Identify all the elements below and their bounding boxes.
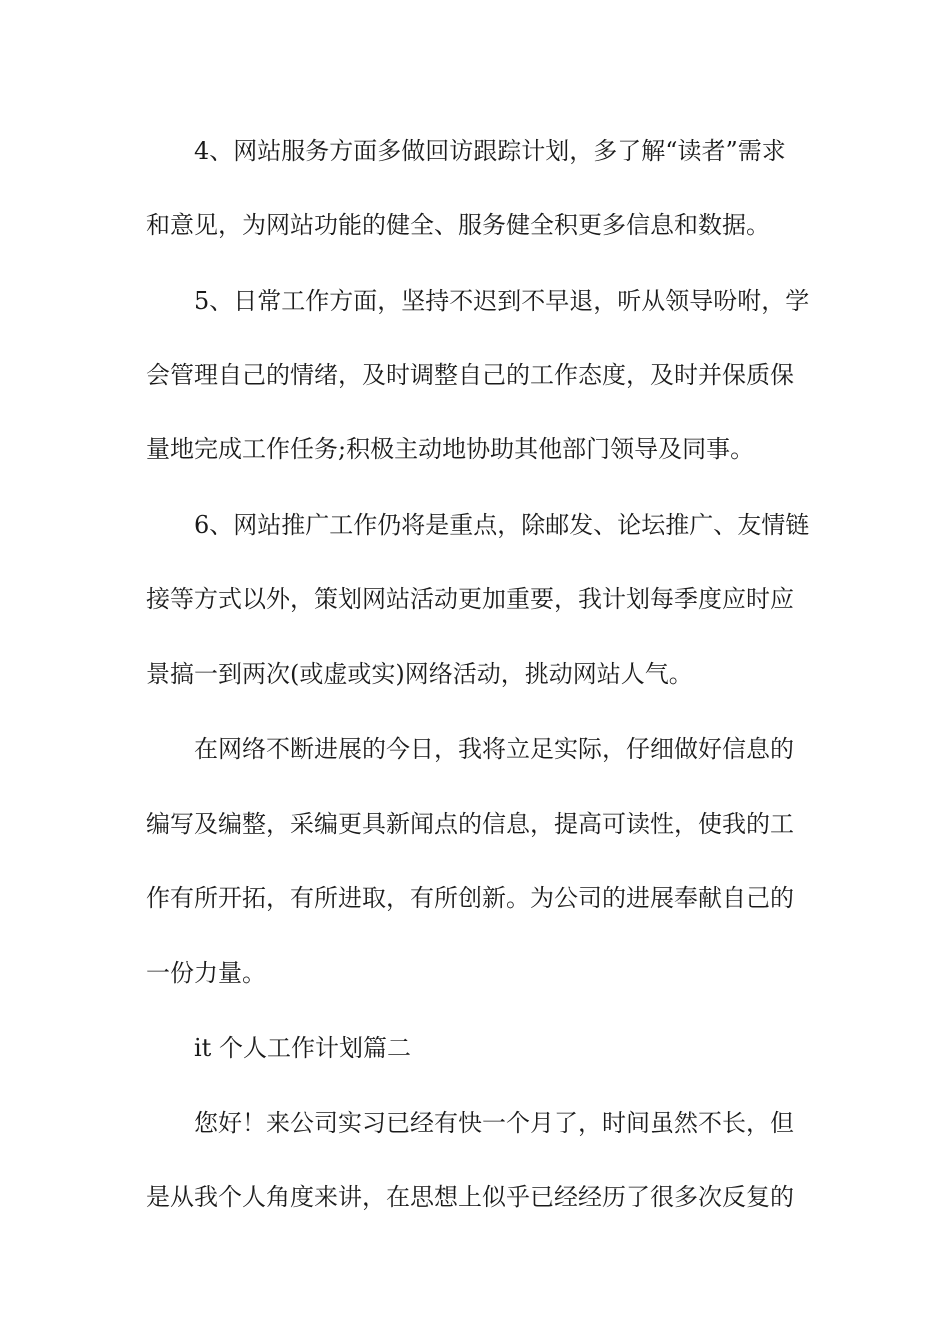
paragraph-item-6-line-3: 景搞一到两次(或虚或实)网络活动，挑动网站人气。 [146,660,693,688]
paragraph-summary-line-4: 一份力量。 [146,959,266,987]
paragraph-item-5-line-3: 量地完成工作任务;积极主动地协助其他部门领导及同事。 [146,435,755,463]
paragraph-item-5-line-1: 5、日常工作方面，坚持不迟到不早退，听从领导吩咐，学 [194,287,810,315]
paragraph-item-6-line-1: 6、网站推广工作仍将是重点，除邮发、论坛推广、友情链 [194,511,810,539]
paragraph-intro-line-1: 您好！来公司实习已经有快一个月了，时间虽然不长，但 [194,1109,794,1137]
paragraph-item-4-line-2: 和意见，为网站功能的健全、服务健全积更多信息和数据。 [146,211,770,239]
paragraph-summary-line-1: 在网络不断进展的今日，我将立足实际，仔细做好信息的 [194,735,794,763]
paragraph-item-4-line-1: 4、网站服务方面多做回访跟踪计划，多了解“读者”需求 [194,137,786,165]
paragraph-summary-line-2: 编写及编整，采编更具新闻点的信息，提高可读性，使我的工 [146,810,794,838]
paragraph-item-5-line-2: 会管理自己的情绪，及时调整自己的工作态度，及时并保质保 [146,361,794,389]
paragraph-summary-line-3: 作有所开拓，有所进取，有所创新。为公司的进展奉献自己的 [146,884,794,912]
section-title: it 个人工作计划篇二 [194,1034,411,1062]
paragraph-intro-line-2: 是从我个人角度来讲，在思想上似乎已经经历了很多次反复的 [146,1183,794,1211]
paragraph-item-6-line-2: 接等方式以外，策划网站活动更加重要，我计划每季度应时应 [146,585,794,613]
